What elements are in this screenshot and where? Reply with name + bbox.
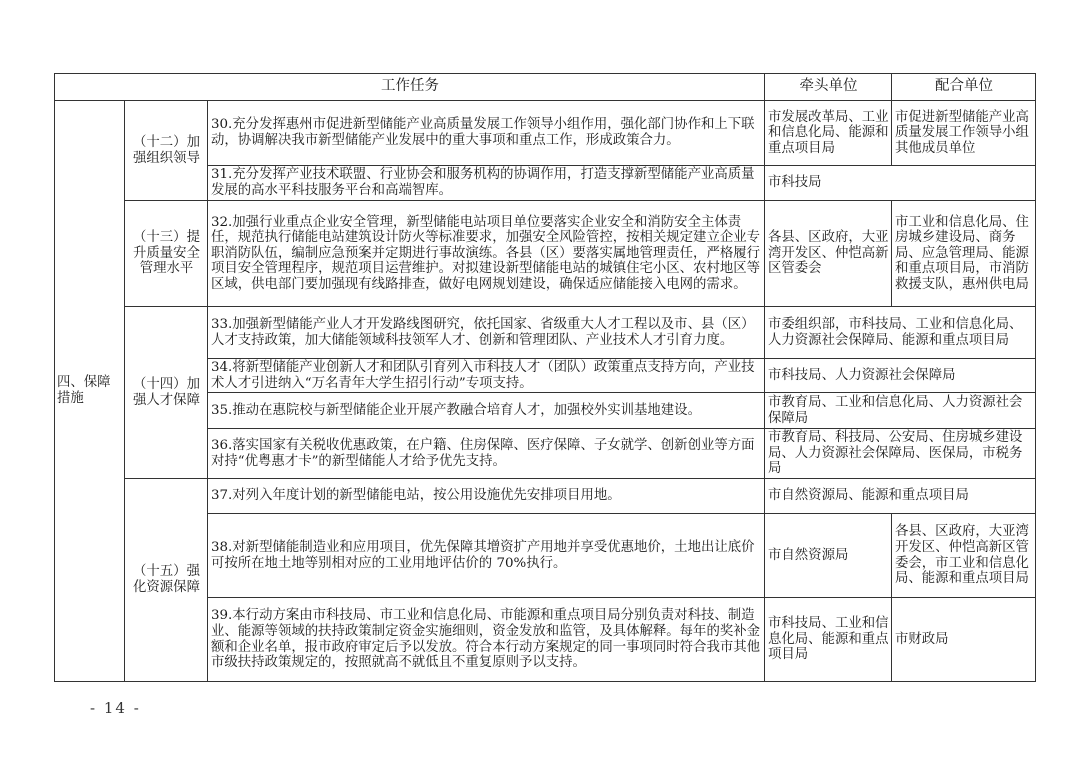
subcategory-cell: （十五）强化资源保障 <box>125 479 208 682</box>
lead-unit-cell: 各县、区政府，大亚湾开发区、仲恺高新区管委会 <box>765 201 892 307</box>
task-cell: 38.对新型储能制造业和应用项目，优先保障其增资扩产用地并享受优惠地价，土地出让底价可按所在地土地等别相对应的工业用地评估价的 70%执行。 <box>208 514 765 598</box>
task-cell: 39.本行动方案由市科技局、市工业和信息化局、市能源和重点项目局分别负责对科技、制造业、能源等领域的扶持政策制定资金实施细则，资金发放和监管，及具体解释。每年的奖补金额和企业名单，报市政府审定后予以发放。符合本行动方案规定的同一事项同时符合我市其他市级扶持政策规定的，按照就高不就低且不重复原则予以支持。 <box>208 598 765 682</box>
measures-table <box>54 73 1036 682</box>
table-row <box>55 201 1036 307</box>
task-cell: 30.充分发挥惠州市促进新型储能产业高质量发展工作领导小组作用，强化部门协作和上下联动，协调解决我市新型储能产业发展中的重大事项和重点工作，形成政策合力。 <box>208 101 765 166</box>
subcategory-cell: （十四）加强人才保障 <box>125 307 208 479</box>
header-task: 工作任务 <box>55 74 765 101</box>
task-cell: 31.充分发挥产业技术联盟、行业协会和服务机构的协调作用，打造支撑新型储能产业高质量发展的高水平科技服务平台和高端智库。 <box>208 166 765 201</box>
lead-unit-cell: 市自然资源局 <box>765 514 892 598</box>
lead-unit-cell: 市委组织部，市科技局、工业和信息化局、人力资源社会保障局、能源和重点项目局 <box>765 307 1036 359</box>
page-number: - 14 - <box>90 699 141 717</box>
task-cell: 37.对列入年度计划的新型储能电站，按公用设施优先安排项目用地。 <box>208 479 765 514</box>
lead-unit-cell: 市教育局、工业和信息化局、人力资源社会保障局 <box>765 393 1036 429</box>
lead-unit-cell: 市自然资源局、能源和重点项目局 <box>765 479 1036 514</box>
coop-unit-cell: 市财政局 <box>892 598 1036 682</box>
task-cell: 34.将新型储能产业创新人才和团队引育列入市科技人才（团队）政策重点支持方向，产业技术人才引进纳入“万名青年大学生招引行动”专项支持。 <box>208 359 765 393</box>
task-cell: 32.加强行业重点企业安全管理，新型储能电站项目单位要落实企业安全和消防安全主体责任，规范执行储能电站建筑设计防火等标准要求，加强安全风险管控，按相关规定建立企业专职消防队伍，编制应急预案并定期进行事故演练。各县（区）要落实属地管理责任，严格履行项目安全管理程序，规范项目运营维护。对拟建设新型储能电站的城镇住宅小区、农村地区等区域，供电部门要加强现有线路排查，做好电网规划建设，确保适应储能接入电网的需求。 <box>208 201 765 307</box>
lead-unit-cell: 市科技局、工业和信息化局、能源和重点项目局 <box>765 598 892 682</box>
lead-unit-cell: 市教育局、科技局、公安局、住房城乡建设局、人力资源社会保障局、医保局，市税务局 <box>765 429 1036 479</box>
lead-unit-cell: 市科技局 <box>765 166 1036 201</box>
table-row <box>55 479 1036 514</box>
subcategory-cell: （十二）加强组织领导 <box>125 101 208 201</box>
table-header-row <box>55 74 1036 101</box>
coop-unit-cell: 各县、区政府，大亚湾开发区、仲恺高新区管委会，市工业和信息化局、能源和重点项目局 <box>892 514 1036 598</box>
task-cell: 35.推动在惠院校与新型储能企业开展产教融合培育人才，加强校外实训基地建设。 <box>208 393 765 429</box>
category-cell: 四、保障措施 <box>55 101 125 682</box>
header-coop-unit: 配合单位 <box>892 74 1036 101</box>
coop-unit-cell: 市促进新型储能产业高质量发展工作领导小组其他成员单位 <box>892 101 1036 166</box>
table-row <box>55 101 1036 166</box>
coop-unit-cell: 市工业和信息化局、住房城乡建设局、商务局、应急管理局、能源和重点项目局，市消防救援支队，惠州供电局 <box>892 201 1036 307</box>
table-row <box>55 307 1036 359</box>
task-cell: 33.加强新型储能产业人才开发路线图研究，依托国家、省级重大人才工程以及市、县（区）人才支持政策，加大储能领域科技领军人才、创新和管理团队、产业技术人才引育力度。 <box>208 307 765 359</box>
header-lead-unit: 牵头单位 <box>765 74 892 101</box>
lead-unit-cell: 市科技局、人力资源社会保障局 <box>765 359 1036 393</box>
lead-unit-cell: 市发展改革局、工业和信息化局、能源和重点项目局 <box>765 101 892 166</box>
task-cell: 36.落实国家有关税收优惠政策，在户籍、住房保障、医疗保障、子女就学、创新创业等方面对持“优粤惠才卡”的新型储能人才给予优先支持。 <box>208 429 765 479</box>
subcategory-cell: （十三）提升质量安全管理水平 <box>125 201 208 307</box>
